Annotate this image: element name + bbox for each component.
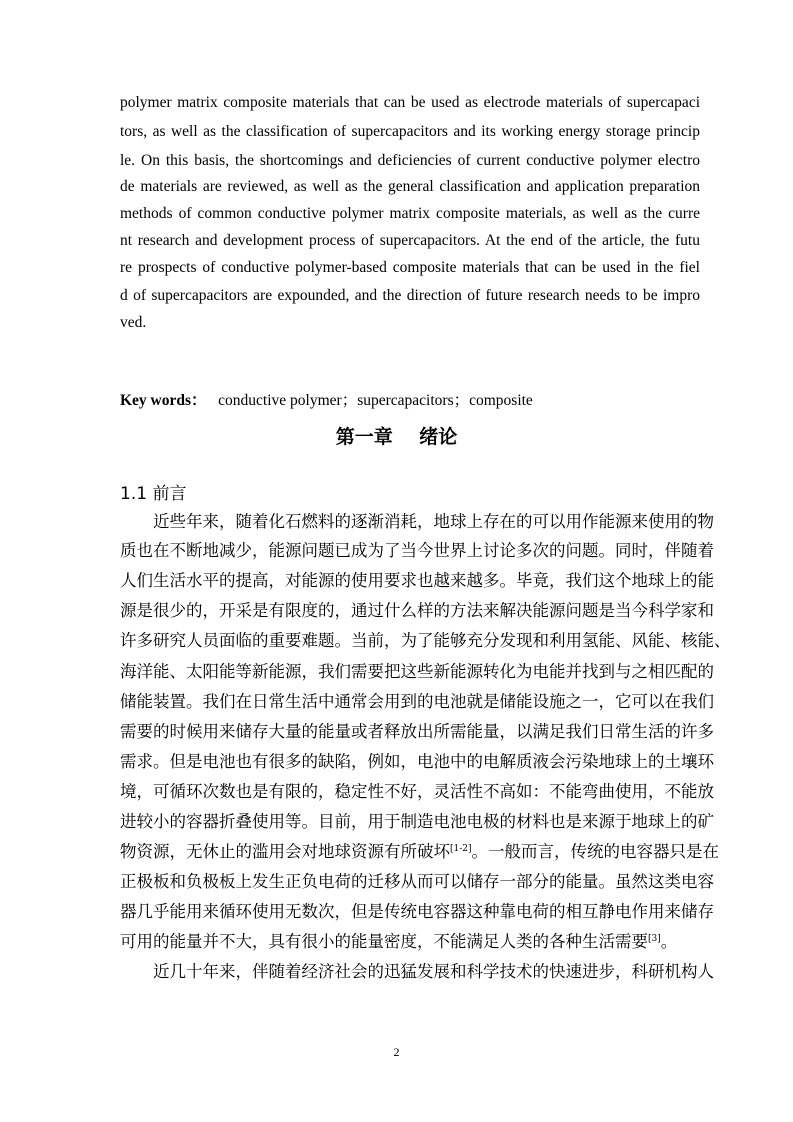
keywords-text: conductive polymer；supercapacitors；composite (218, 392, 533, 409)
keywords-line (120, 391, 700, 411)
abstract-line: d of supercapacitors are expounded, and the direction of future research needs to be impro (120, 287, 700, 304)
body-line: 储能装置。我们在日常生活中通常会用到的电池就是储能设施之一，它可以在我们 (120, 692, 714, 711)
abstract-line: de materials are reviewed, as well as the general classification and application preparation (120, 178, 700, 195)
abstract-line: nt research and development process of supercapacitors. At the end of the article, the futu (120, 232, 700, 249)
body-line (120, 931, 698, 953)
body-line: 质也在不断地减少，能源问题已成为了当今世界上讨论多次的问题。同时，伴随着 (120, 541, 714, 560)
body-line: 海洋能、太阳能等新能源，我们需要把这些新能源转化为电能并找到与之相匹配的 (120, 662, 714, 681)
abstract-line: ved. (120, 314, 147, 331)
citation-ref: [3] (648, 934, 661, 944)
chapter-title: 第一章 绪论 (335, 426, 458, 448)
abstract-line: le. On this basis, the shortcomings and deficiencies of current conductive polymer electro (120, 152, 700, 169)
section-heading: 1.1 前言 (120, 484, 187, 504)
body-text: 物资源，无休止的滥用会对地球资源有所破坏 (120, 842, 450, 861)
body-line (120, 841, 720, 863)
body-text: 可用的能量并不大，具有很小的能量密度，不能满足人类的各种生活需要 (120, 932, 648, 951)
body-line: 需要的时候用来储存大量的能量或者释放出所需能量，以满足我们日常生活的许多 (120, 722, 714, 741)
body-line: 器几乎能用来循环使用无数次，但是传统电容器这种靠电荷的相互静电作用来储存 (120, 902, 714, 921)
abstract-line: re prospects of conductive polymer-based composite materials that can be used in the fiel (120, 259, 700, 276)
body-text: 。 (660, 932, 678, 951)
abstract-line: polymer matrix composite materials that can be used as electrode materials of supercapaci (120, 94, 700, 111)
abstract-line: methods of common conductive polymer matrix composite materials, as well as the curre (120, 205, 700, 222)
body-line: 近几十年来，伴随着经济社会的迅猛发展和科学技术的快速进步，科研机构人 (153, 962, 714, 981)
keywords-label: Key words： (120, 392, 207, 409)
page-number: 2 (393, 1045, 400, 1059)
citation-ref: [1-2] (450, 844, 472, 854)
body-line: 人们生活水平的提高，对能源的使用要求也越来越多。毕竟，我们这个地球上的能 (120, 571, 714, 590)
body-line: 近些年来，随着化石燃料的逐渐消耗，地球上存在的可以用作能源来使用的物 (153, 512, 714, 531)
body-line: 源是很少的，开采是有限度的，通过什么样的方法来解决能源问题是当今科学家和 (120, 601, 714, 620)
body-line: 正极板和负极板上发生正负电荷的迁移从而可以储存一部分的能量。虽然这类电容 (120, 872, 714, 891)
body-line: 境，可循环次数也是有限的，稳定性不好，灵活性不高如：不能弯曲使用，不能放 (120, 782, 714, 801)
body-line: 许多研究人员面临的重要难题。当前，为了能够充分发现和利用氢能、风能、核能、 (120, 631, 731, 650)
body-line: 进较小的容器折叠使用等。目前，用于制造电池电极的材料也是来源于地球上的矿 (120, 812, 714, 831)
body-line: 需求。但是电池也有很多的缺陷，例如，电池中的电解质液会污染地球上的土壤环 (120, 752, 714, 771)
abstract-line: tors, as well as the classification of supercapacitors and its working energy storage princip (120, 123, 700, 140)
body-text: 。一般而言，传统的电容器只是在 (471, 842, 720, 861)
